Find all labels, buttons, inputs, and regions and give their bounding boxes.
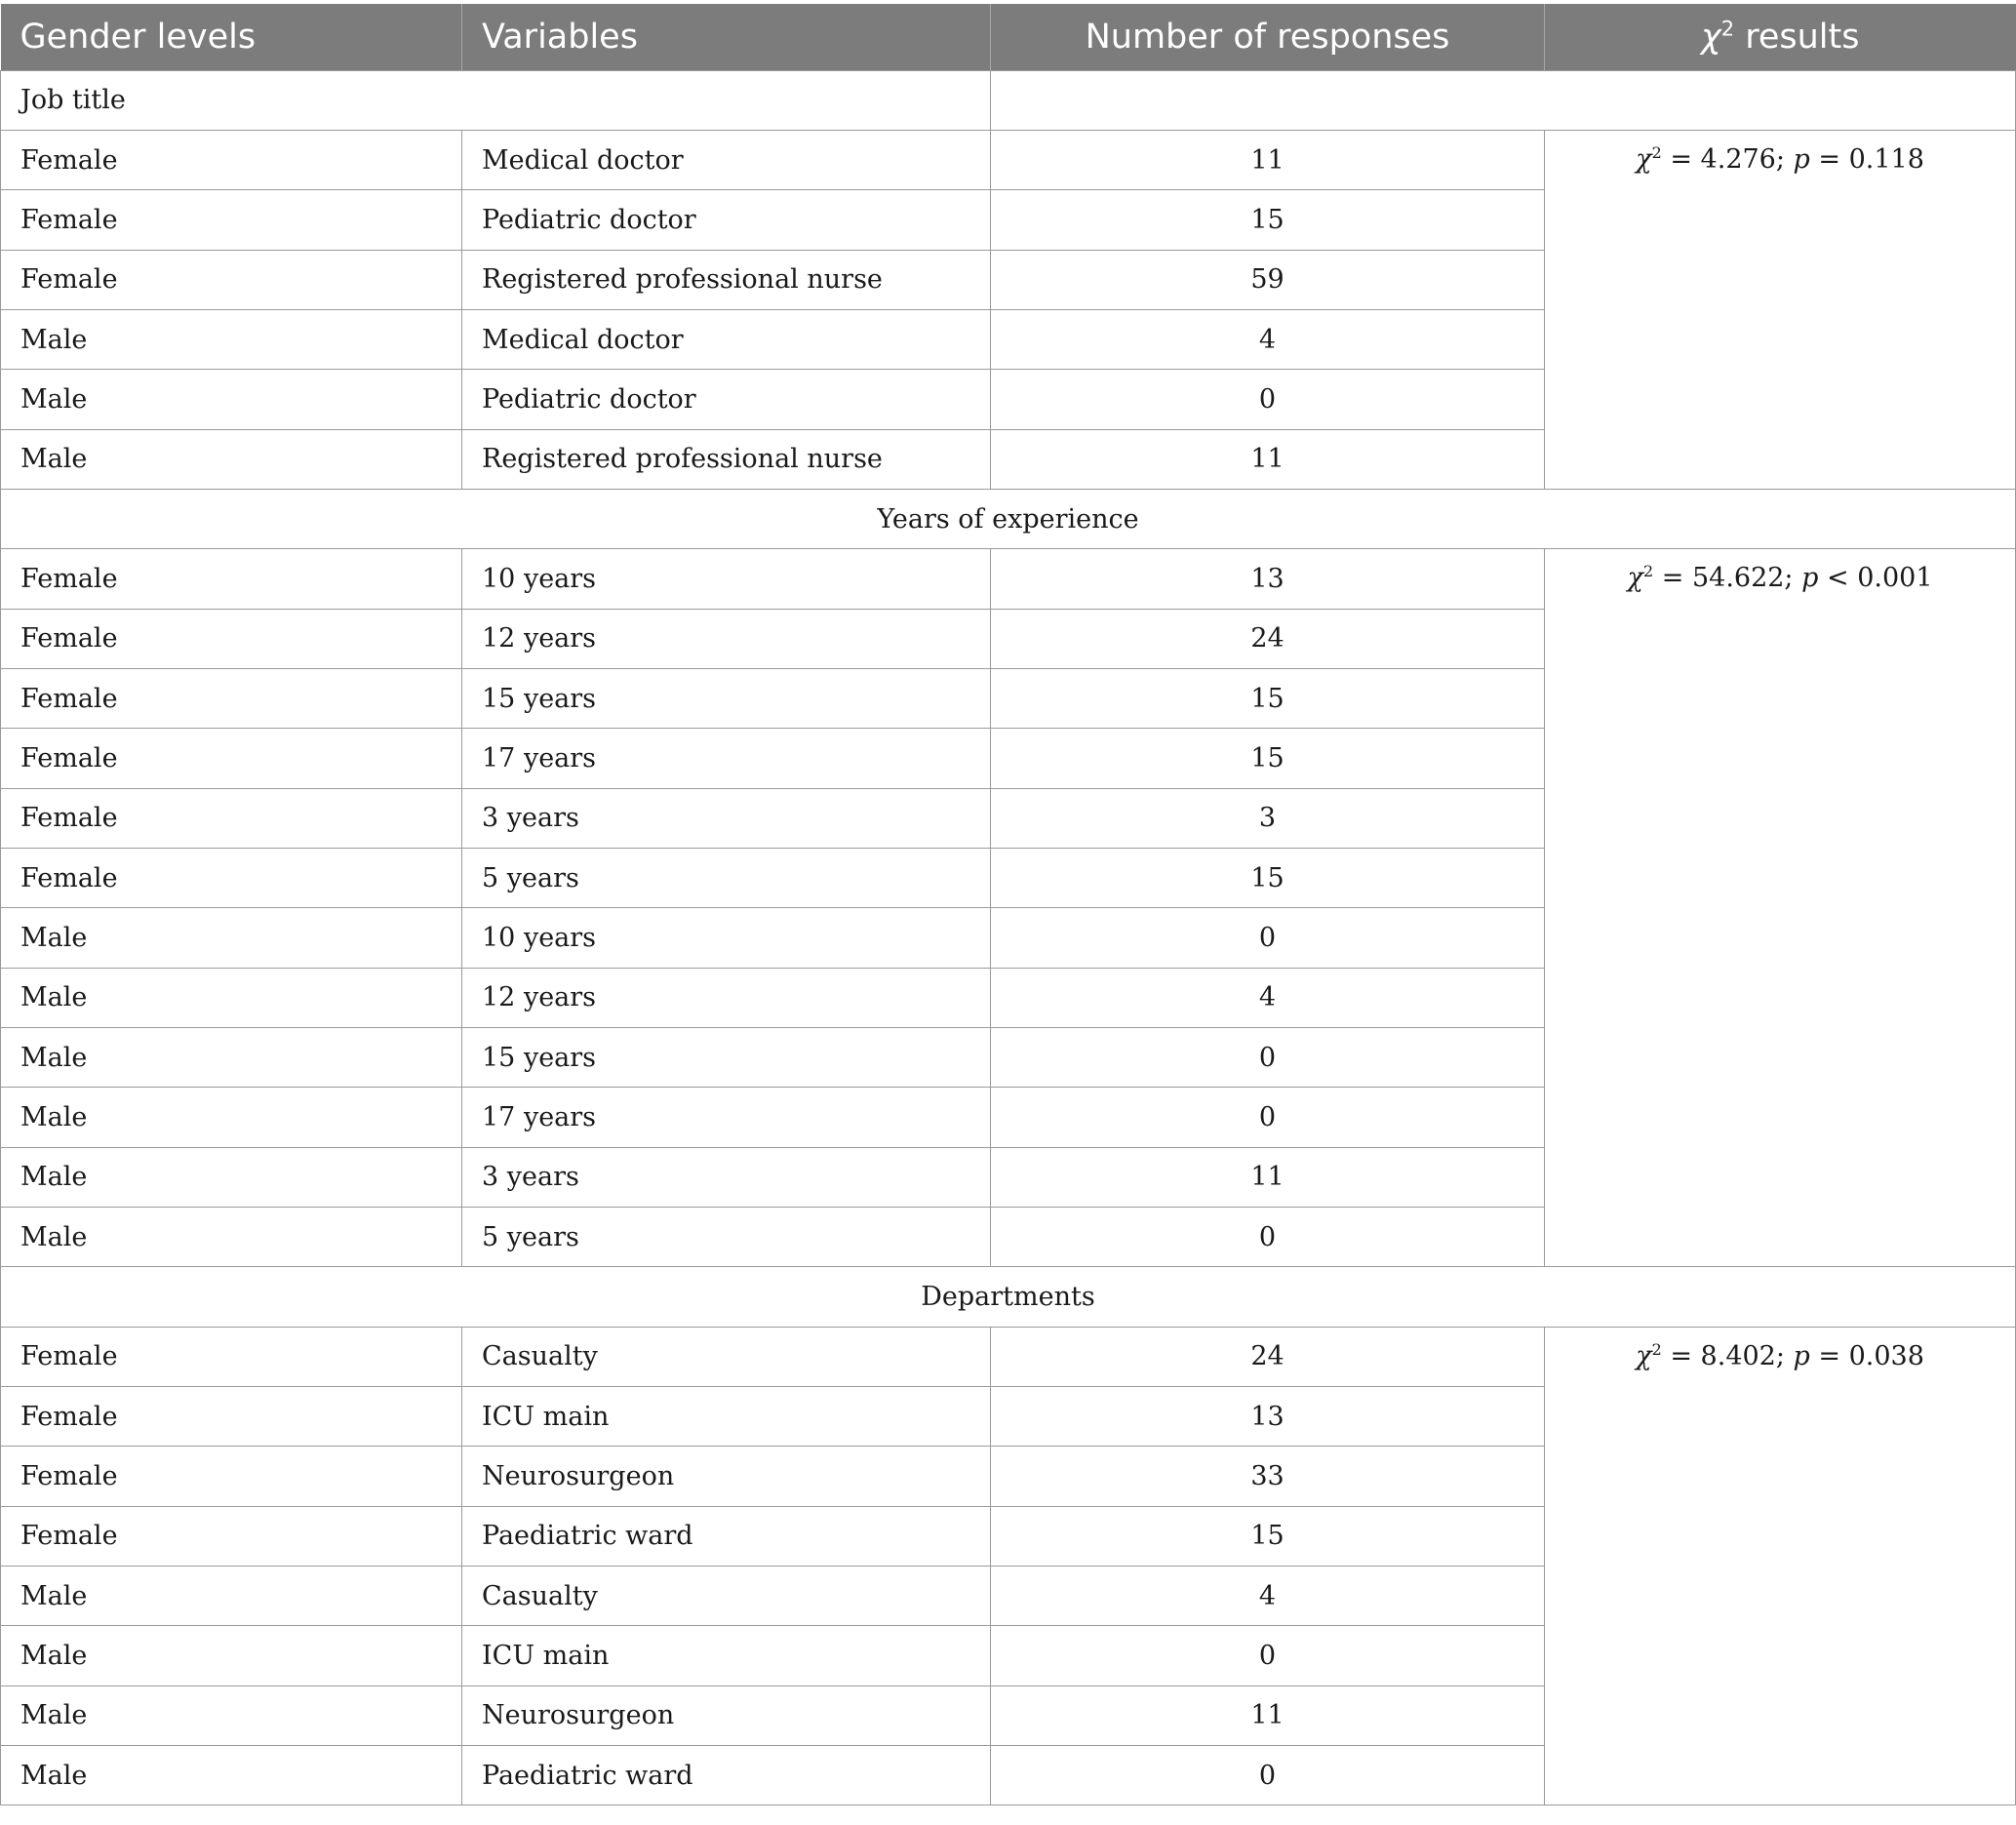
chi-superscript: 2	[1642, 562, 1654, 581]
responses-cell: 11	[991, 1686, 1545, 1745]
variable-cell: Neurosurgeon	[462, 1447, 991, 1506]
responses-cell: 59	[991, 250, 1545, 309]
gender-cell: Male	[1, 1686, 462, 1745]
responses-cell: 0	[991, 1746, 1545, 1805]
gender-cell: Male	[1, 1147, 462, 1207]
variable-cell: 5 years	[462, 1208, 991, 1267]
chi-superscript: 2	[1651, 142, 1662, 162]
responses-cell: 15	[991, 1506, 1545, 1566]
variable-cell: Pediatric doctor	[462, 190, 991, 250]
p-value: = 0.118	[1809, 143, 1924, 175]
responses-cell: 4	[991, 968, 1545, 1027]
variable-cell: 12 years	[462, 968, 991, 1027]
p-symbol: p	[1793, 143, 1810, 175]
gender-cell: Male	[1, 1208, 462, 1267]
variable-cell: Medical doctor	[462, 130, 991, 189]
gender-cell: Male	[1, 429, 462, 489]
responses-cell: 15	[991, 848, 1545, 907]
header-chi-square-results	[1545, 4, 2016, 70]
gender-cell: Female	[1, 190, 462, 250]
gender-cell: Male	[1, 370, 462, 429]
responses-cell: 13	[991, 1387, 1545, 1447]
variable-cell: 15 years	[462, 1028, 991, 1088]
gender-cell: Female	[1, 1447, 462, 1506]
gender-cell: Male	[1, 1088, 462, 1147]
p-symbol: p	[1793, 1340, 1810, 1371]
variable-cell: Medical doctor	[462, 309, 991, 369]
chi-symbol: χ	[1636, 143, 1652, 175]
gender-cell: Female	[1, 1506, 462, 1566]
table-row	[1, 549, 2016, 609]
header-results-label: results	[1734, 17, 1860, 57]
gender-cell: Female	[1, 848, 462, 907]
variable-cell: 17 years	[462, 729, 991, 788]
variable-cell: 12 years	[462, 609, 991, 668]
variable-cell: Registered professional nurse	[462, 429, 991, 489]
gender-cell: Male	[1, 1746, 462, 1805]
gender-cell: Male	[1, 1567, 462, 1626]
chi-square-result	[1545, 130, 2016, 489]
responses-cell: 11	[991, 429, 1545, 489]
gender-cell: Female	[1, 788, 462, 848]
chi-superscript: 2	[1651, 1339, 1662, 1359]
chi-square-result	[1545, 1327, 2016, 1805]
chi-value: = 54.622;	[1653, 563, 1802, 594]
variable-cell: Pediatric doctor	[462, 370, 991, 429]
responses-cell: 15	[991, 729, 1545, 788]
responses-cell: 24	[991, 609, 1545, 668]
responses-cell: 13	[991, 549, 1545, 609]
header-row	[1, 4, 2016, 70]
chi-value: = 4.276;	[1661, 143, 1794, 175]
variable-cell: 10 years	[462, 908, 991, 968]
section-header-row	[1, 1267, 2016, 1327]
variable-cell: 17 years	[462, 1088, 991, 1147]
gender-cell: Male	[1, 309, 462, 369]
responses-cell: 11	[991, 1147, 1545, 1207]
p-symbol: p	[1801, 563, 1819, 594]
responses-cell: 15	[991, 668, 1545, 728]
responses-cell: 0	[991, 370, 1545, 429]
gender-cell: Female	[1, 609, 462, 668]
p-value: < 0.001	[1818, 563, 1933, 594]
responses-cell: 0	[991, 1028, 1545, 1088]
variable-cell: 3 years	[462, 1147, 991, 1207]
responses-cell: 4	[991, 1567, 1545, 1626]
results-table	[0, 4, 2016, 1805]
table-body	[1, 70, 2016, 1805]
gender-cell: Male	[1, 1626, 462, 1686]
responses-cell: 0	[991, 1088, 1545, 1147]
header-number-of-responses: Number of responses	[991, 4, 1545, 70]
responses-cell: 4	[991, 309, 1545, 369]
chi-symbol: χ	[1636, 1340, 1652, 1371]
section-header-row	[1, 70, 2016, 130]
variable-cell: Registered professional nurse	[462, 250, 991, 309]
chi-superscript: 2	[1720, 17, 1735, 41]
gender-cell: Female	[1, 1327, 462, 1386]
responses-cell: 15	[991, 190, 1545, 250]
responses-cell: 0	[991, 1208, 1545, 1267]
gender-cell: Female	[1, 130, 462, 189]
gender-cell: Female	[1, 729, 462, 788]
responses-cell: 33	[991, 1447, 1545, 1506]
gender-cell: Female	[1, 668, 462, 728]
gender-cell: Male	[1, 908, 462, 968]
section-header-row	[1, 489, 2016, 548]
section-title: Job title	[1, 70, 991, 130]
section-title-blank	[991, 70, 2016, 130]
variable-cell: Neurosurgeon	[462, 1686, 991, 1745]
gender-cell: Female	[1, 250, 462, 309]
variable-cell: 3 years	[462, 788, 991, 848]
header-gender-levels: Gender levels	[1, 4, 462, 70]
header-variables: Variables	[462, 4, 991, 70]
chi-symbol: χ	[1701, 17, 1721, 57]
variable-cell: Paediatric ward	[462, 1506, 991, 1566]
variable-cell: 10 years	[462, 549, 991, 609]
variable-cell: Paediatric ward	[462, 1746, 991, 1805]
responses-cell: 0	[991, 908, 1545, 968]
responses-cell: 11	[991, 130, 1545, 189]
gender-cell: Female	[1, 549, 462, 609]
variable-cell: ICU main	[462, 1387, 991, 1447]
variable-cell: Casualty	[462, 1327, 991, 1386]
chi-value: = 8.402;	[1661, 1340, 1794, 1371]
variable-cell: 5 years	[462, 848, 991, 907]
gender-cell: Male	[1, 968, 462, 1027]
section-title: Years of experience	[1, 489, 2016, 548]
variable-cell: ICU main	[462, 1626, 991, 1686]
table-row	[1, 1327, 2016, 1386]
table-header	[1, 4, 2016, 70]
table-row	[1, 130, 2016, 189]
gender-cell: Female	[1, 1387, 462, 1447]
gender-cell: Male	[1, 1028, 462, 1088]
chi-square-result	[1545, 549, 2016, 1267]
chi-symbol: χ	[1627, 563, 1643, 594]
responses-cell: 0	[991, 1626, 1545, 1686]
responses-cell: 24	[991, 1327, 1545, 1386]
variable-cell: 15 years	[462, 668, 991, 728]
p-value: = 0.038	[1809, 1340, 1924, 1371]
section-title: Departments	[1, 1267, 2016, 1327]
variable-cell: Casualty	[462, 1567, 991, 1626]
responses-cell: 3	[991, 788, 1545, 848]
